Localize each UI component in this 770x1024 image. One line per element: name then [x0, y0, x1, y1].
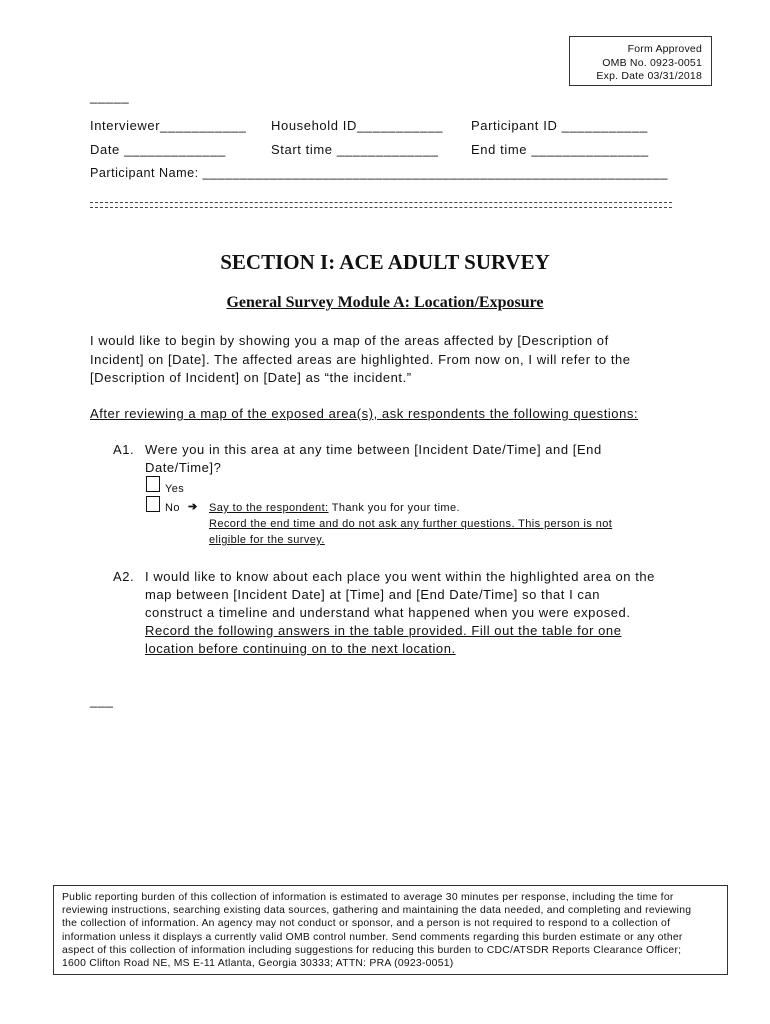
a1-line: Date/Time]?: [145, 460, 222, 475]
right-arrow-icon: ➔: [188, 501, 198, 513]
short-rule: _____: [90, 89, 130, 104]
a2-question: [145, 568, 685, 658]
end-time-field[interactable]: End time _______________: [471, 142, 649, 157]
date-field[interactable]: Date _____________: [90, 142, 226, 157]
omb-number: OMB No. 0923-0051: [602, 56, 702, 69]
burden-line: Public reporting burden of this collection of information is estimated to average 30 minutes per response, including the time for: [62, 892, 674, 903]
a1-no-instruction: [209, 500, 679, 548]
no-label: No: [165, 502, 180, 514]
no-checkbox[interactable]: [146, 496, 160, 512]
a2-record-line: location before continuing on to the next location.: [145, 641, 456, 656]
a1-question: [145, 441, 685, 477]
record-line: eligible for the survey.: [209, 534, 325, 546]
section-title: SECTION I: ACE ADULT SURVEY: [220, 250, 550, 274]
burden-statement: [53, 885, 728, 975]
interviewer-field[interactable]: Interviewer___________: [90, 118, 247, 133]
dashed-divider: [90, 199, 672, 208]
instruction-text: After reviewing a map of the exposed area(s), ask respondents the following questions:: [90, 406, 639, 421]
say-label: Say to the respondent:: [209, 502, 329, 514]
a2-line: construct a timeline and understand what happened when you were exposed.: [145, 605, 631, 620]
module-title: General Survey Module A: Location/Exposure: [226, 294, 544, 311]
a2-line: map between [Incident Date] at [Time] and [End Date/Time] so that I can: [145, 587, 601, 602]
burden-line: information unless it displays a currently valid OMB control number. Send comments regarding this burden estimate or any other: [62, 931, 683, 943]
burden-line: reviewing instructions, searching existing data sources, gathering and maintaining the data needed, and completing and reviewing: [62, 905, 692, 917]
intro-line: Incident] on [Date]. The affected areas are highlighted. From now on, I will refer to the: [90, 351, 631, 367]
a2-number: A2.: [113, 569, 135, 584]
omb-approval-box: [569, 36, 712, 86]
a2-record-line: Record the following answers in the table provided. Fill out the table for one: [145, 623, 622, 638]
start-time-field[interactable]: Start time _____________: [271, 142, 439, 157]
omb-exp-date: Exp. Date 03/31/2018: [596, 70, 702, 82]
record-line: Record the end time and do not ask any further questions. This person is not: [209, 518, 613, 530]
burden-line: 1600 Clifton Road NE, MS E-11 Atlanta, Georgia 30333; ATTN: PRA (0923-0051): [62, 958, 454, 970]
say-text: Thank you for your time.: [328, 502, 460, 514]
a1-number: A1.: [113, 442, 135, 457]
short-mark: ___: [90, 693, 114, 708]
household-id-field[interactable]: Household ID___________: [271, 118, 444, 133]
burden-line: aspect of this collection of information including suggestions for reducing this burden to CDC/ATSDR Reports Clearance Officer;: [62, 944, 682, 956]
yes-label: Yes: [165, 483, 185, 495]
intro-paragraph: [90, 332, 690, 388]
a2-line: I would like to know about each place you went within the highlighted area on the: [145, 569, 655, 584]
a1-line: Were you in this area at any time between [Incident Date/Time] and [End: [145, 442, 602, 457]
burden-line: the collection of information. An agency may not conduct or sponsor, and a person is not required to respond to a collection of: [62, 918, 671, 930]
intro-line: I would like to begin by showing you a map of the areas affected by [Description of: [90, 333, 609, 348]
participant-id-field[interactable]: Participant ID ___________: [471, 118, 648, 133]
intro-line: [Description of Incident] on [Date] as “the incident.”: [90, 370, 412, 385]
omb-form-approved: Form Approved: [627, 43, 702, 55]
yes-checkbox[interactable]: [146, 476, 160, 492]
participant-name-field[interactable]: Participant Name: ______________________________________________________________: [90, 166, 668, 180]
